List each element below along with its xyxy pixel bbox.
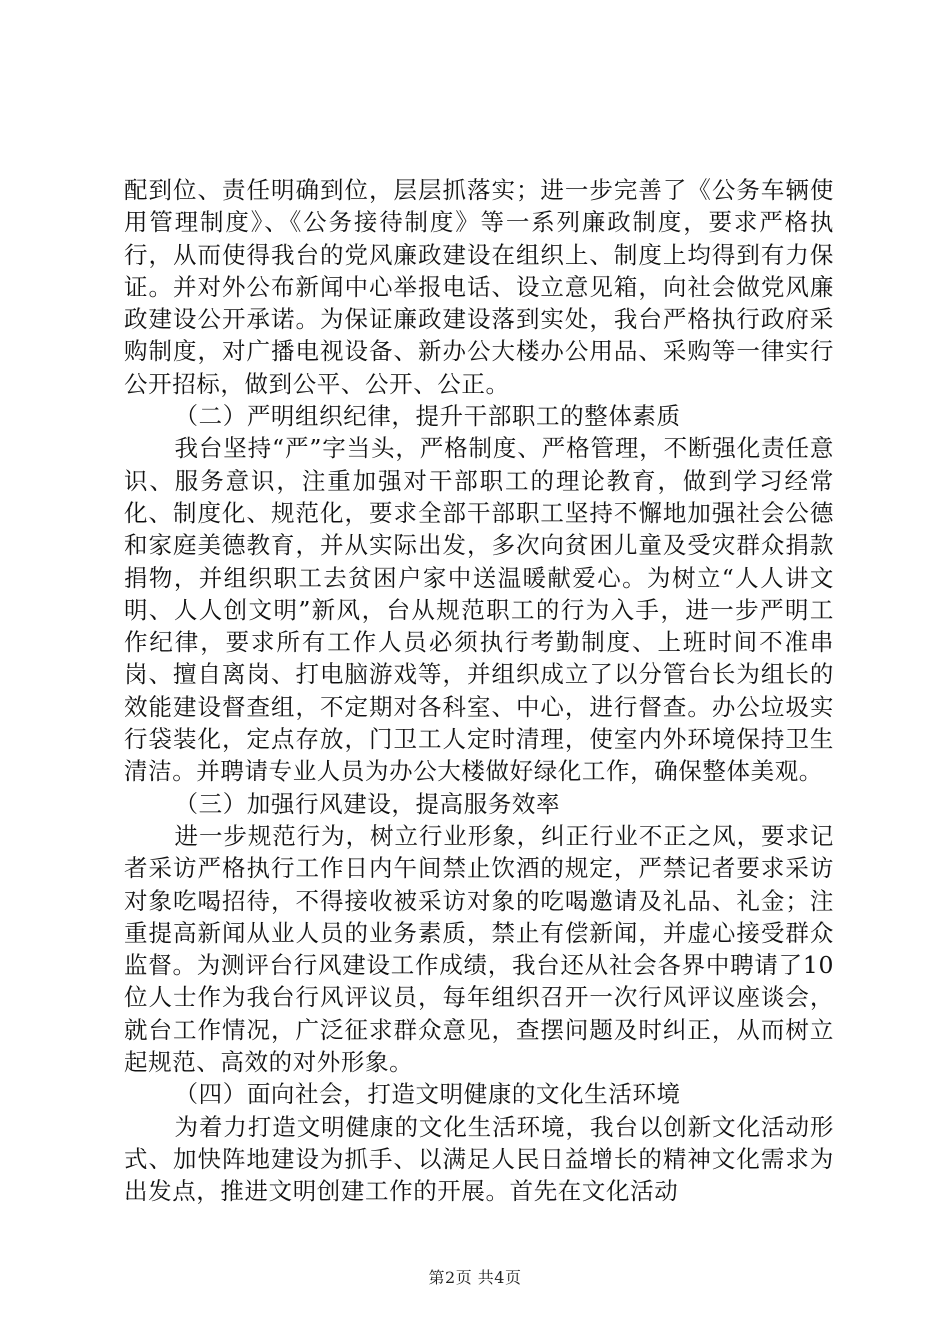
page-footer: 第2页 共4页	[428, 1268, 522, 1287]
paragraph-culture: 为着力打造文明健康的文化生活环境，我台以创新文化活动形式、加快阵地建设为抓手、以满足人民日益增长的精神文化需求为出发点，推进文明创建工作的开展。首先在文化活动	[124, 1112, 834, 1206]
section-heading-3: （三）加强行风建设，提高服务效率	[174, 789, 561, 818]
section-heading-4: （四）面向社会，打造文明健康的文化生活环境	[174, 1080, 681, 1109]
paragraph-discipline: 我台坚持“严”字当头，严格制度、严格管理，不断强化责任意识、服务意识，注重加强对干部职工的理论教育，做到学习经常化、制度化、规范化，要求全部干部职工坚持不懈地加强社会公德和家庭美德教育，并从实际出发，多次向贫困儿童及受灾群众捐款捐物，并组织职工去贫困户家中送温暖献爱心。为树立“人人讲文明、人人创文明”新风，台从规范职工的行为入手，进一步严明工作纪律，要求所有工作人员必须执行考勤制度、上班时间不准串岗、擅自离岗、打电脑游戏等，并组织成立了以分管台长为组长的效能建设督查组，不定期对各科室、中心，进行督查。办公垃圾实行袋装化，定点存放，门卫工人定时清理，使室内外环境保持卫生清洁。并聘请专业人员为办公大楼做好绿化工作，确保整体美观。	[124, 434, 834, 786]
document-body	[124, 174, 834, 1208]
paragraph-continued: 配到位、责任明确到位，层层抓落实；进一步完善了《公务车辆使用管理制度》、《公务接待制度》等一系列廉政制度，要求严格执行，从而使得我台的党风廉政建设在组织上、制度上均得到有力保证。并对外公布新闻中心举报电话、设立意见箱，向社会做党风廉政建设公开承诺。为保证廉政建设落到实处，我台严格执行政府采购制度，对广播电视设备、新办公大楼办公用品、采购等一律实行公开招标，做到公平、公开、公正。	[124, 176, 834, 398]
paragraph-conduct: 进一步规范行为，树立行业形象，纠正行业不正之风，要求记者采访严格执行工作日内午间禁止饮酒的规定，严禁记者要求采访对象吃喝招待，不得接收被采访对象的吃喝邀请及礼品、礼金；注重提高新闻从业人员的业务素质，禁止有偿新闻，并虚心接受群众监督。为测评台行风建设工作成绩，我台还从社会各界中聘请了10位人士作为我台行风评议员，每年组织召开一次行风评议座谈会，就台工作情况，广泛征求群众意见，查摆问题及时纠正，从而树立起规范、高效的对外形象。	[124, 821, 834, 1077]
section-heading-2: （二）严明组织纪律，提升干部职工的整体素质	[174, 402, 681, 431]
